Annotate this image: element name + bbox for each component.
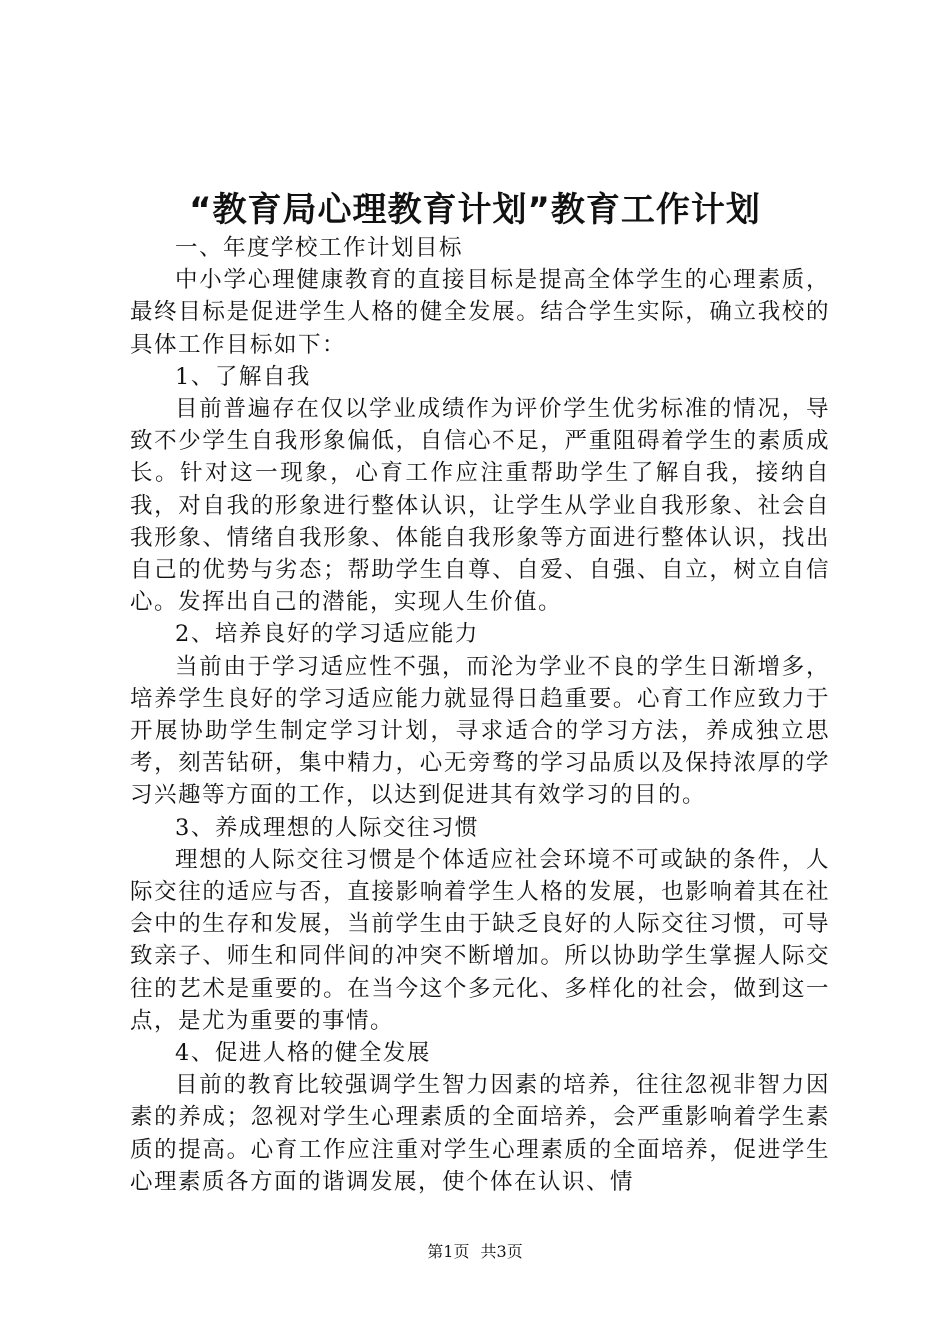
paragraph: 中小学心理健康教育的直接目标是提高全体学生的心理素质，最终目标是促进学生人格的健全发展。结合学生实际，确立我校的具体工作目标如下： — [130, 267, 830, 358]
subsection-heading: 4、促进人格的健全发展 — [175, 1040, 431, 1067]
subsection-heading: 2、培养良好的学习适应能力 — [175, 621, 479, 648]
page-footer — [0, 1240, 950, 1264]
paragraph: 理想的人际交往习惯是个体适应社会环境不可或缺的条件，人际交往的适应与否，直接影响着学生人格的发展，也影响着其在社会中的生存和发展，当前学生由于缺乏良好的人际交往习惯，可导致亲子、师生和同伴间的冲突不断增加。所以协助学生掌握人际交往的艺术是重要的。在当今这个多元化、多样化的社会，做到这一点，是尤为重要的事情。 — [130, 846, 830, 1034]
paragraph: 目前普遍存在仅以学业成绩作为评价学生优劣标准的情况，导致不少学生自我形象偏低，自信心不足，严重阻碍着学生的素质成长。针对这一现象，心育工作应注重帮助学生了解自我，接纳自我，对自我的形象进行整体认识，让学生从学业自我形象、社会自我形象、情绪自我形象、体能自我形象等方面进行整体认识，找出自己的优势与劣态；帮助学生自尊、自爱、自强、自立，树立自信心。发挥出自己的潜能，实现人生价值。 — [130, 396, 830, 616]
document-title: “教育局心理教育计划”教育工作计划 — [189, 190, 761, 230]
paragraph: 目前的教育比较强调学生智力因素的培养，往往忽视非智力因素的养成；忽视对学生心理素质的全面培养，会严重影响着学生素质的提高。心育工作应注重对学生心理素质的全面培养，促进学生心理素质各方面的谐调发展，使个体在认识、情 — [130, 1072, 830, 1195]
subsection-heading: 3、养成理想的人际交往习惯 — [175, 814, 479, 841]
document-body — [130, 232, 830, 1198]
page-number: 第1页 — [427, 1242, 470, 1261]
paragraph: 当前由于学习适应性不强，而沦为学业不良的学生日渐增多，培养学生良好的学习适应能力就显得日趋重要。心育工作应致力于开展协助学生制定学习计划，寻求适合的学习方法，养成独立思考，刻苦钻研，集中精力，心无旁骛的学习品质以及保持浓厚的学习兴趣等方面的工作，以达到促进其有效学习的目的。 — [130, 653, 830, 809]
subsection-heading: 1、了解自我 — [175, 363, 311, 390]
section-heading: 一、年度学校工作计划目标 — [175, 235, 464, 261]
page-total: 共3页 — [480, 1242, 523, 1261]
